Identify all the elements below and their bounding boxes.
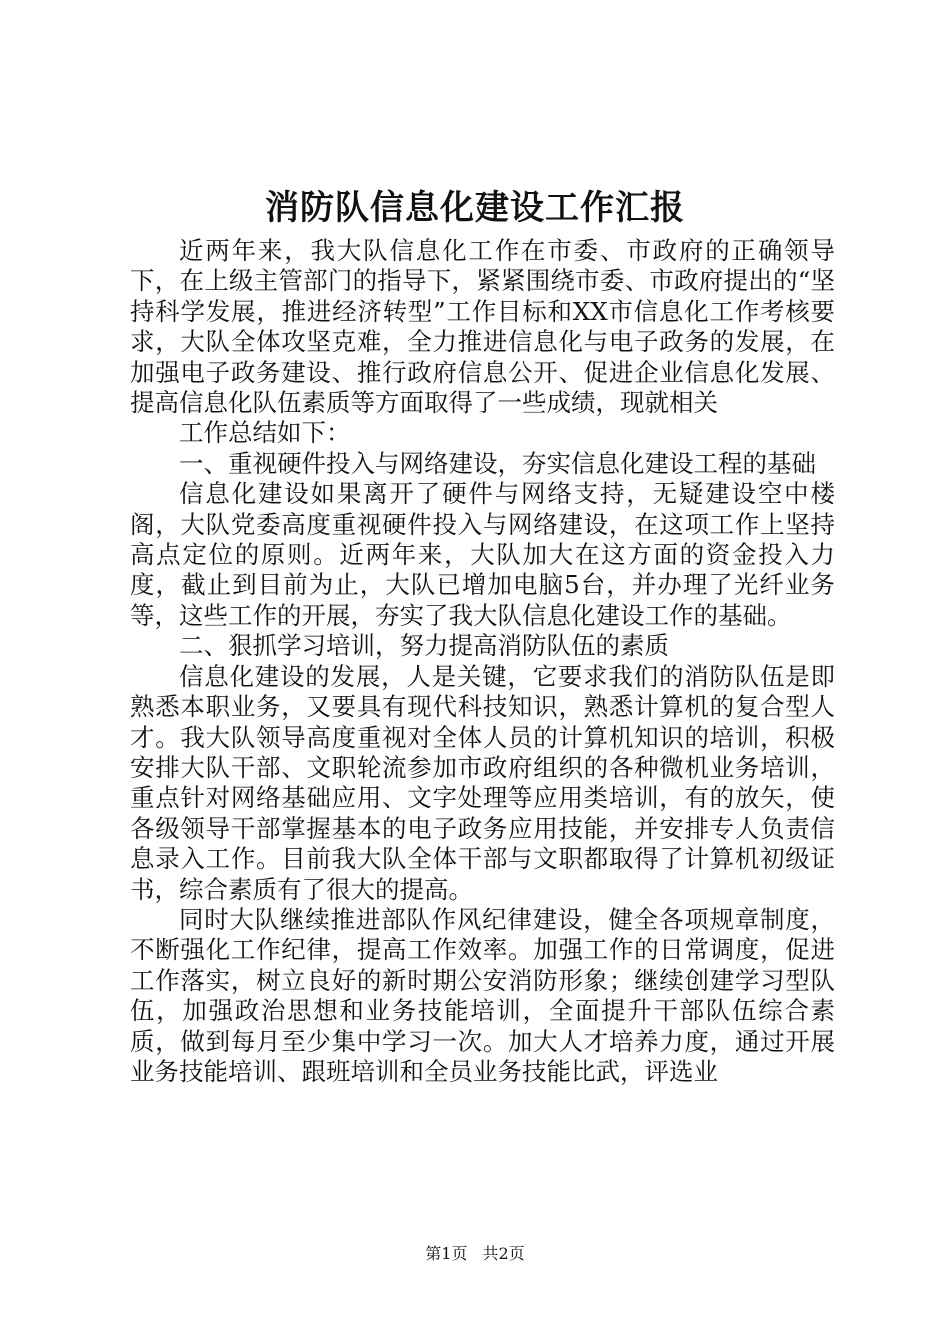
paragraph-intro: 近两年来，我大队信息化工作在市委、市政府的正确领导下，在上级主管部门的指导下，紧紧围绕市委、市政府提出的“坚持科学发展，推进经济转型”工作目标和XX市信息化工作考核要求，大队全体攻坚克难，全力推进信息化与电子政务的发展，在加强电子政务建设、推行政府信息公开、促进企业信息化发展、提高信息化队伍素质等方面取得了一些成绩，现就相关 [130,236,835,418]
page-total: 共2页 [482,1244,525,1263]
section-heading-2: 二、狠抓学习培训，努力提高消防队伍的素质 [179,631,669,661]
document-body [130,236,835,1087]
page-footer [0,1244,950,1264]
page-number: 第1页 [425,1244,468,1263]
section-heading-1: 一、重视硬件投入与网络建设，夯实信息化建设工程的基础 [179,448,816,478]
paragraph-training: 信息化建设的发展，人是关键，它要求我们的消防队伍是即熟悉本职业务，又要具有现代科技知识，熟悉计算机的复合型人才。我大队领导高度重视对全体人员的计算机知识的培训，积极安排大队干部、文职轮流参加市政府组织的各种微机业务培训，重点针对网络基础应用、文字处理等应用类培训，有的放矢，使各级领导干部掌握基本的电子政务应用技能，并安排专人负责信息录入工作。目前我大队全体干部与文职都取得了计算机初级证书，综合素质有了很大的提高。 [130,661,835,904]
paragraph-discipline: 同时大队继续推进部队作风纪律建设，健全各项规章制度，不断强化工作纪律，提高工作效率。加强工作的日常调度，促进工作落实，树立良好的新时期公安消防形象；继续创建学习型队伍，加强政治思想和业务技能培训，全面提升干部队伍综合素质，做到每月至少集中学习一次。加大人才培养力度，通过开展业务技能培训、跟班培训和全员业务技能比武，评选业 [130,904,835,1086]
paragraph-hardware: 信息化建设如果离开了硬件与网络支持，无疑建设空中楼阁，大队党委高度重视硬件投入与网络建设，在这项工作上坚持高点定位的原则。近两年来，大队加大在这方面的资金投入力度，截止到目前为止，大队已增加电脑5台，并办理了光纤业务等，这些工作的开展，夯实了我大队信息化建设工作的基础。 [130,479,835,630]
page-title: 消防队信息化建设工作汇报 [265,188,685,228]
paragraph-summary-lead: 工作总结如下： [179,418,351,448]
